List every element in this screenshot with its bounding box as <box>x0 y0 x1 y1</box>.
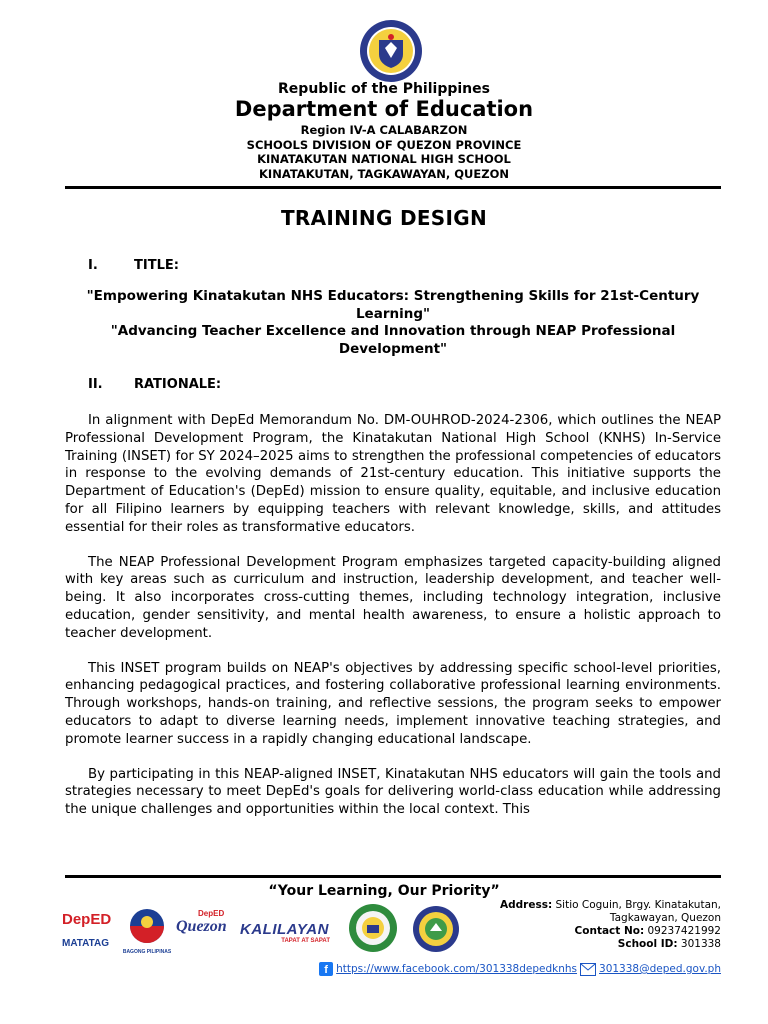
header-department: Department of Education <box>234 97 534 121</box>
header-division: SCHOOLS DIVISION OF QUEZON PROVINCE <box>246 137 522 152</box>
deped-quezon-logo <box>176 909 236 936</box>
section-number: II. <box>88 377 103 392</box>
section-title-heading <box>88 258 179 273</box>
bagong-pilipinas-logo <box>122 907 172 955</box>
rationale-body <box>65 412 721 836</box>
document-heading: TRAINING DESIGN <box>280 206 488 230</box>
header-divider <box>65 186 721 189</box>
address-label: Address: <box>499 899 553 911</box>
facebook-link[interactable]: https://www.facebook.com/301338depedknhs <box>336 963 578 975</box>
email-link[interactable]: 301338@deped.gov.ph <box>599 963 721 975</box>
section-rationale-heading <box>88 377 221 392</box>
rationale-paragraph: In alignment with DepEd Memorandum No. DM-OUHROD-2024-2306, which outlines the NEAP Professional Development Program, the Kinatakutan National High School (KNHS) In-Service Training (INSET) for SY 2024–2025 aims to strengthen the professional competencies of educators in response to the evolving demands of 21st-century education. This initiative supports the Department of Education's (DepEd) mission to ensure quality, equitable, and inclusive education for all Filipino learners by equipping teachers with relevant knowledge, skills, and attitudes essential for their roles as transformative educators. <box>65 413 721 535</box>
header-republic: Republic of the Philippines <box>278 81 490 97</box>
kalilayan-text: KALILAYAN <box>240 921 329 938</box>
deped-quezon-text: Quezon <box>176 918 227 935</box>
footer-contact-block <box>461 899 721 951</box>
header-region: Region IV-A CALABARZON <box>300 123 468 137</box>
rationale-paragraph: By participating in this NEAP-aligned INSET, Kinatakutan NHS educators will gain the tools and strategies necessary to meet DepEd's goals for delivering world-class education while addressing the unique challenges and opportunities within the local context. This <box>65 766 721 818</box>
facebook-icon: f <box>319 962 333 976</box>
school-id-line <box>461 938 721 951</box>
contact-line <box>461 925 721 938</box>
rationale-paragraph: This INSET program builds on NEAP's objectives by addressing specific school-level priorities, enhancing pedagogical practices, and fostering collaborative professional learning environments. Through workshops, hands-on training, and reflective sessions, the program seeks to empower educators to adapt to diverse learning needs, implement innovative teaching strategies, and promote learner success in a rapidly changing educational landscape. <box>65 660 721 747</box>
footer-social-links <box>319 962 721 976</box>
deped-seal-logo <box>352 18 430 84</box>
section-label: RATIONALE: <box>134 377 222 392</box>
header-school: KINATAKUTAN NATIONAL HIGH SCHOOL <box>257 152 511 166</box>
contact-value: 09237421992 <box>647 925 721 937</box>
address-line-2: Tagkawayan, Quezon <box>609 912 721 924</box>
email-icon <box>580 963 596 976</box>
contact-label: Contact No: <box>574 925 645 937</box>
bagong-pilipinas-text: BAGONG PILIPINAS <box>122 949 172 955</box>
section-label: TITLE: <box>134 258 179 273</box>
rationale-paragraph: The NEAP Professional Development Program emphasizes targeted capacity-building aligned with key areas such as curriculum and instruction, leadership development, and teacher well-being. It also incorporates cross-cutting themes, including technology integration, inclusive education, gender sensitivity, and mental health awareness, to ensure a holistic approach to teacher development. <box>65 554 721 641</box>
rationale-clip <box>0 400 768 858</box>
header-address-block <box>0 123 768 181</box>
school-id-value: 301338 <box>680 938 721 950</box>
training-titles <box>65 288 721 358</box>
header-location: KINATAKUTAN, TAGKAWAYAN, QUEZON <box>259 166 509 181</box>
training-title-1: "Empowering Kinatakutan NHS Educators: Strengthening Skills for 21st-Century Learning" <box>86 288 700 322</box>
matatag-logo-text: MATATAG <box>62 938 110 949</box>
footer-motto: “Your Learning, Our Priority” <box>268 883 500 899</box>
school-id-label: School ID: <box>617 938 678 950</box>
kalilayan-sub-text: TAPAT AT SAPAT <box>281 938 330 944</box>
address-line <box>461 899 721 912</box>
footer-divider <box>65 875 721 878</box>
deped-matatag-logo <box>62 911 114 949</box>
training-title-2: "Advancing Teacher Excellence and Innovation through NEAP Professional Development" <box>110 323 676 357</box>
deped-logo-text: DepED <box>62 911 112 928</box>
kalilayan-logo <box>240 921 330 944</box>
bagong-pilipinas-emblem-icon <box>125 907 169 945</box>
section-number: I. <box>88 258 98 273</box>
division-seal-logo <box>412 905 460 953</box>
deped-quezon-top-text: DepED <box>198 909 225 918</box>
address-value: Sitio Coguin, Brgy. Kinatakutan, <box>555 899 721 911</box>
school-seal-logo <box>348 903 398 953</box>
